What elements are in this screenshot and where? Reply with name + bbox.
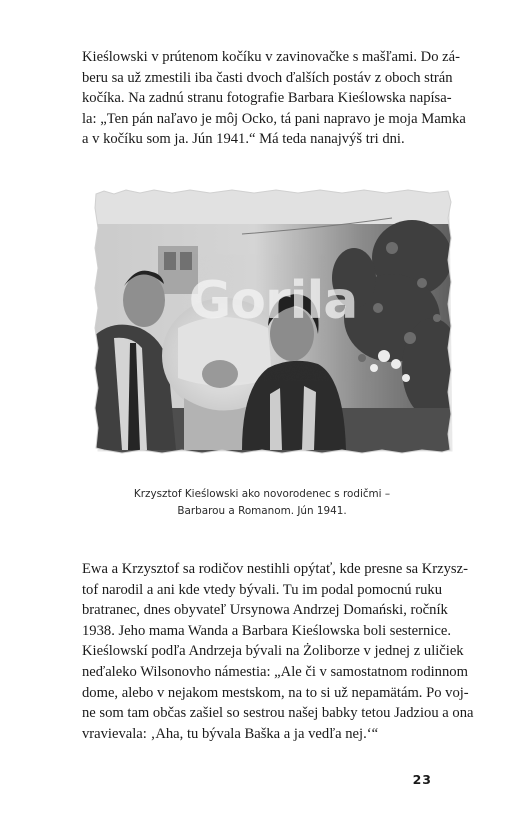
text-line: beru sa už zmestili iba časti dvoch ďalších postáv z oboch strán [82,69,453,86]
text-line: Kieślowskí podľa Andrzeja bývali na Żoliborze v jednej z uličiek [82,643,464,660]
text-line: a v kočíku som ja. Jún 1941.“ Má teda nanajvýš tri dni. [82,131,405,148]
text-line: dome, alebo v nejakom mestskom, na to si už nepamätám. Po voj- [82,684,469,701]
watermark-text: Gorila [188,271,358,331]
text-line: la: „Ten pán naľavo je môj Ocko, tá pani napravo je moja Mamka [82,110,466,127]
caption-line: Barbarou a Romanom. Jún 1941. [177,505,347,517]
photo-caption [82,486,442,520]
body-paragraph-top [82,47,466,150]
text-line: ne som tam občas zašiel so sestrou našej babky tetou Jadziou a ona [82,705,474,722]
caption-line: Krzysztof Kieślowski ako novorodenec s rodičmi – [133,488,391,500]
text-line: bratranec, dnes obyvateľ Ursynowa Andrzej Domański, ročník [82,602,448,619]
text-line: neďaleko Wilsonovho námestia: „Ale či v samostatnom rodinnom [82,663,468,680]
text-line: Kieślowski v prútenom kočíku v zavinovačke s mašľami. Do zá- [82,49,460,65]
body-paragraph-bottom [82,559,474,744]
family-photograph [92,188,454,468]
text-line: kočíka. Na zadnú stranu fotografie Barbara Kieślowska napísa- [82,90,452,107]
text-line: vravievala: ‚Aha, tu bývala Baška a ja vedľa nej.‘“ [82,725,379,742]
page-number: 23 [412,772,432,787]
text-line: Ewa a Krzysztof sa rodičov nestihli opýtať, kde presne sa Krzysz- [82,561,468,577]
text-line: tof narodil a ani kde vtedy bývali. Tu im podal pomocnú ruku [82,581,442,598]
text-line: 1938. Jeho mama Wanda a Barbara Kieślowska boli sesternice. [82,622,451,639]
